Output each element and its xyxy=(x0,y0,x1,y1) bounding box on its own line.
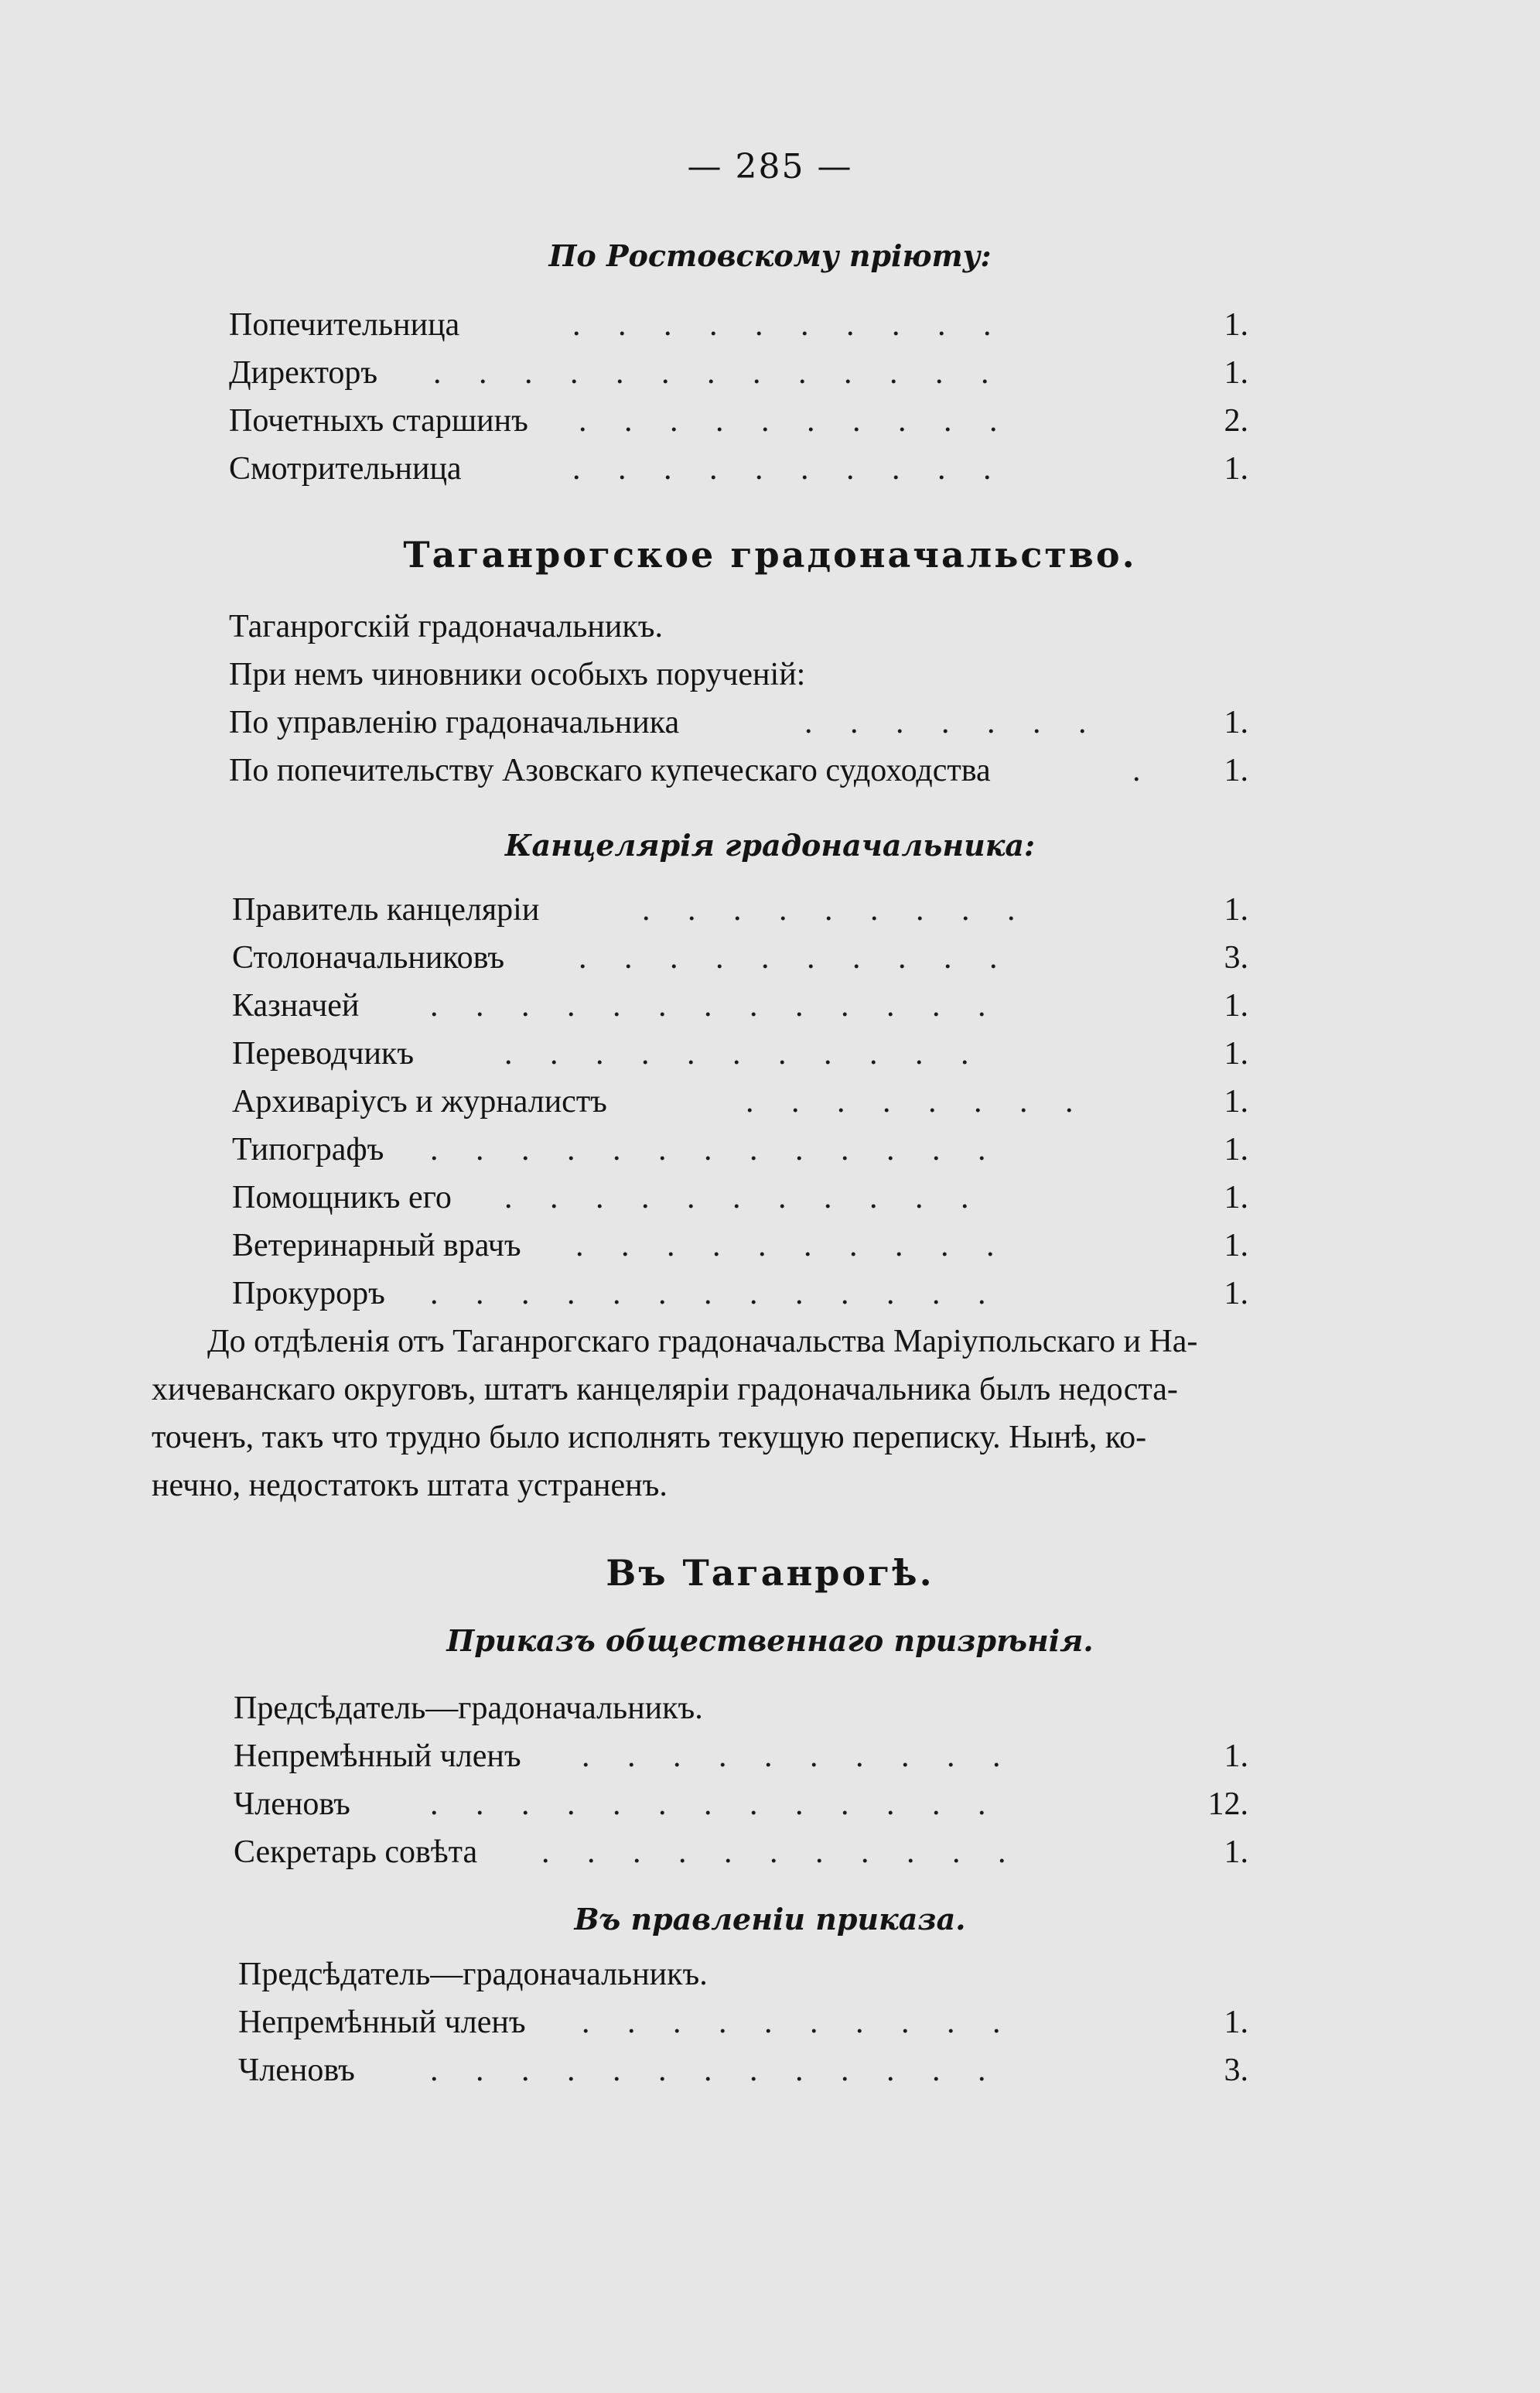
leader-dots: . . . . . . . . . . . . . xyxy=(430,1276,1001,1311)
leader-dots: . . . . . . . . . . xyxy=(572,451,1006,487)
list-item-label: По попечительству Азовскаго купеческаго судоходства xyxy=(229,753,991,788)
list-item-label: Помощникъ его xyxy=(232,1180,452,1215)
list-item-count: 1. xyxy=(1224,892,1248,928)
list-item-label: Прокуроръ xyxy=(232,1276,385,1311)
list-item-label: Правитель канцелярiи xyxy=(232,892,540,928)
list-item-count: 3. xyxy=(1224,2053,1248,2088)
list-item-count: 12. xyxy=(1207,1786,1248,1822)
leader-dots: . . . . . . . . . . . . . xyxy=(430,2053,1001,2088)
leader-dots: . . . . . . . . . . . . . xyxy=(430,1132,1001,1167)
list-item-label: Непремѣнный членъ xyxy=(238,2005,526,2040)
list-item-label: По управленiю градоначальника xyxy=(229,705,680,740)
section-heading: Въ Таганрогѣ. xyxy=(606,1552,934,1594)
list-item-count: 1. xyxy=(1224,1084,1248,1120)
list-item-count: 1. xyxy=(1224,355,1248,391)
paragraph-line: нечно, недостатокъ штата устраненъ. xyxy=(152,1468,668,1503)
leader-dots: . . . . . . . . . xyxy=(642,892,1030,928)
leader-dots: . . . . . . . . . . . xyxy=(504,1036,984,1072)
section-heading: Таганрогское градоначальство. xyxy=(403,534,1137,576)
paragraph-line: хичеванскаго округовъ, штатъ канцелярiи градоначальника былъ недоста- xyxy=(152,1372,1178,1407)
leader-dots: . . . . . . . . . . . xyxy=(541,1834,1021,1870)
list-item-count: 1. xyxy=(1224,307,1248,343)
list-item-label: Архиварiусъ и журналистъ xyxy=(232,1084,607,1120)
list-item-label: Ветеринарный врачъ xyxy=(232,1228,521,1263)
leader-dots: . . . . . . . . . . . . . xyxy=(433,355,1004,391)
leader-dots: . . . . . . . . . . xyxy=(575,1228,1009,1263)
list-item-label: Секретарь совѣта xyxy=(234,1834,478,1870)
leader-dots: . . . . . . . . . . . . . xyxy=(430,988,1001,1024)
leader-dots: . . . . . . . xyxy=(804,705,1101,740)
list-item-label: Переводчикъ xyxy=(232,1036,415,1072)
list-item-label: Почетныхъ старшинъ xyxy=(229,403,528,439)
list-item-count: 1. xyxy=(1224,1276,1248,1311)
list-item-count: 2. xyxy=(1224,403,1248,439)
list-item-count: 1. xyxy=(1224,1132,1248,1167)
list-item-label: Членовъ xyxy=(238,2053,355,2088)
list-item-count: 1. xyxy=(1224,753,1248,788)
list-item-label: Типографъ xyxy=(232,1132,384,1167)
list-item-label: Членовъ xyxy=(234,1786,350,1822)
section-heading: По Ростовскому прiюту: xyxy=(548,238,992,273)
list-item-count: 3. xyxy=(1224,940,1248,976)
paragraph-line: До отдѣленiя отъ Таганрогскаго градоначальства Марiупольскаго и На- xyxy=(207,1324,1198,1359)
text-line: Предсѣдатель—градоначальникъ. xyxy=(234,1690,703,1726)
leader-dots: . . . . . . . . . . . xyxy=(504,1180,984,1215)
list-item-label: Смотрительница xyxy=(229,451,462,487)
list-item-count: 1. xyxy=(1224,988,1248,1024)
leader-dots: . . . . . . . . . . . . . xyxy=(430,1786,1001,1822)
list-item-label: Директоръ xyxy=(229,355,378,391)
list-item-count: 1. xyxy=(1224,451,1248,487)
subsection-heading: Приказъ общественнаго призрѣнiя. xyxy=(446,1623,1094,1658)
list-item-count: 1. xyxy=(1224,1738,1248,1774)
list-item-count: 1. xyxy=(1224,1036,1248,1072)
leader-dots: . . . . . . . . xyxy=(746,1084,1088,1120)
list-item-label: Казначей xyxy=(232,988,360,1024)
leader-dots: . xyxy=(1132,753,1156,788)
list-item-count: 1. xyxy=(1224,1834,1248,1870)
page-number: — 285 — xyxy=(687,147,853,186)
paragraph-line: точенъ, такъ что трудно было исполнять текущую переписку. Нынѣ, ко- xyxy=(152,1420,1147,1455)
text-line: Предсѣдатель—градоначальникъ. xyxy=(238,1957,708,1992)
subsection-heading: Въ правленiи приказа. xyxy=(574,1902,966,1937)
list-item-count: 1. xyxy=(1224,705,1248,740)
leader-dots: . . . . . . . . . . xyxy=(579,403,1012,439)
section-heading: Канцелярiя градоначальника: xyxy=(504,828,1036,863)
list-item-label: Попечительница xyxy=(229,307,460,343)
leader-dots: . . . . . . . . . . xyxy=(582,2005,1016,2040)
leader-dots: . . . . . . . . . . xyxy=(572,307,1006,343)
text-line: При немъ чиновники особыхъ порученiй: xyxy=(229,657,806,692)
list-item-count: 1. xyxy=(1224,1180,1248,1215)
list-item-count: 1. xyxy=(1224,2005,1248,2040)
leader-dots: . . . . . . . . . . xyxy=(579,940,1012,976)
list-item-label: Непремѣнный членъ xyxy=(234,1738,521,1774)
list-item-label: Столоначальниковъ xyxy=(232,940,505,976)
leader-dots: . . . . . . . . . . xyxy=(582,1738,1016,1774)
text-line: Таганрогскiй градоначальникъ. xyxy=(229,609,664,644)
list-item-count: 1. xyxy=(1224,1228,1248,1263)
